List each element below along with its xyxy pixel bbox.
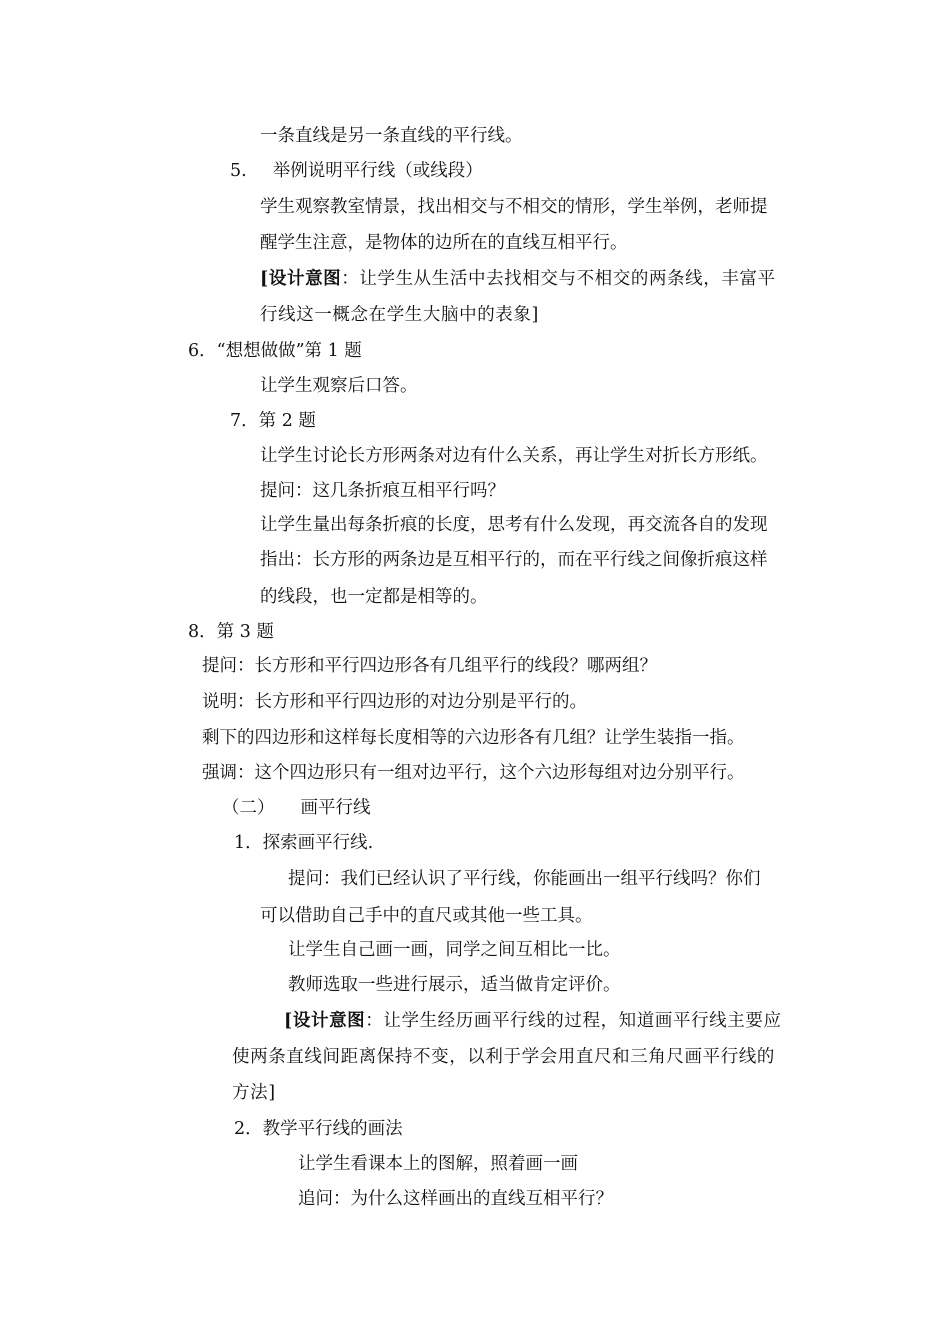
list-item-6: 6．“想想做做”第 1 题 — [188, 341, 362, 361]
list-item-5 — [230, 158, 483, 184]
text-line: 让学生看课本上的图解，照着画一画 — [298, 1154, 578, 1174]
text-line: 提问：这几条折痕互相平行吗？ — [260, 481, 505, 501]
text-line: 让学生自己画一画，同学之间互相比一比。 — [288, 940, 621, 960]
text-line: 一条直线是另一条直线的平行线。 — [260, 126, 523, 146]
text-line: 醒学生注意，是物体的边所在的直线互相平行。 — [260, 233, 628, 253]
text-line: 提问：长方形和平行四边形各有几组平行的线段？哪两组？ — [202, 656, 657, 676]
text-line: 说明：长方形和平行四边形的对边分别是平行的。 — [202, 692, 587, 712]
section-title: 画平行线 — [300, 798, 371, 818]
text-line: 学生观察教室情景，找出相交与不相交的情形，学生举例，老师提 — [260, 197, 768, 217]
list-item-1: 1．探索画平行线. — [234, 833, 374, 853]
text-line: 让学生观察后口答。 — [260, 376, 418, 396]
text-line: 让学生量出每条折痕的长度，思考有什么发现，再交流各自的发现 — [260, 515, 768, 535]
list-item-8: 8．第 3 题 — [188, 622, 274, 642]
list-number: 5. — [230, 161, 247, 181]
design-intent-label: [设计意图 — [260, 269, 342, 289]
design-intent-label: [设计意图 — [284, 1011, 366, 1031]
section-heading — [222, 795, 371, 821]
list-item-2: 2．教学平行线的画法 — [234, 1119, 403, 1139]
text-line: 强调：这个四边形只有一组对边平行，这个六边形每组对边分别平行。 — [202, 763, 745, 783]
design-intent-note — [260, 266, 776, 292]
design-intent-text: ：让学生经历画平行线的过程，知道画平行线主要应 — [365, 1011, 782, 1031]
design-intent-text: 行线这一概念在学生大脑中的表象] — [260, 305, 539, 325]
text-line: 教师选取一些进行展示，适当做肯定评价。 — [288, 975, 621, 995]
list-item-7: 7．第 2 题 — [230, 411, 316, 431]
text-line: 可以借助自己手中的直尺或其他一些工具。 — [260, 906, 593, 926]
list-item-text: 举例说明平行线（或线段） — [272, 161, 483, 181]
text-line: 指出：长方形的两条边是互相平行的，而在平行线之间像折痕这样 — [260, 550, 768, 570]
text-line: 追问：为什么这样画出的直线互相平行？ — [298, 1189, 613, 1209]
section-number: （二） — [222, 798, 275, 818]
text-line: 提问：我们已经认识了平行线，你能画出一组平行线吗？你们 — [288, 869, 761, 889]
text-line: 的线段，也一定都是相等的。 — [260, 587, 488, 607]
design-intent-text: ：让学生从生活中去找相交与不相交的两条线，丰富平 — [341, 269, 776, 289]
text-line: 剩下的四边形和这样每长度相等的六边形各有几组？让学生装指一指。 — [202, 728, 745, 748]
design-intent-text: 方法] — [232, 1083, 276, 1103]
design-intent-text: 使两条直线间距离保持不变，以利于学会用直尺和三角尺画平行线的 — [232, 1047, 775, 1067]
design-intent-note — [284, 1008, 782, 1034]
text-line: 让学生讨论长方形两条对边有什么关系，再让学生对折长方形纸。 — [260, 446, 768, 466]
